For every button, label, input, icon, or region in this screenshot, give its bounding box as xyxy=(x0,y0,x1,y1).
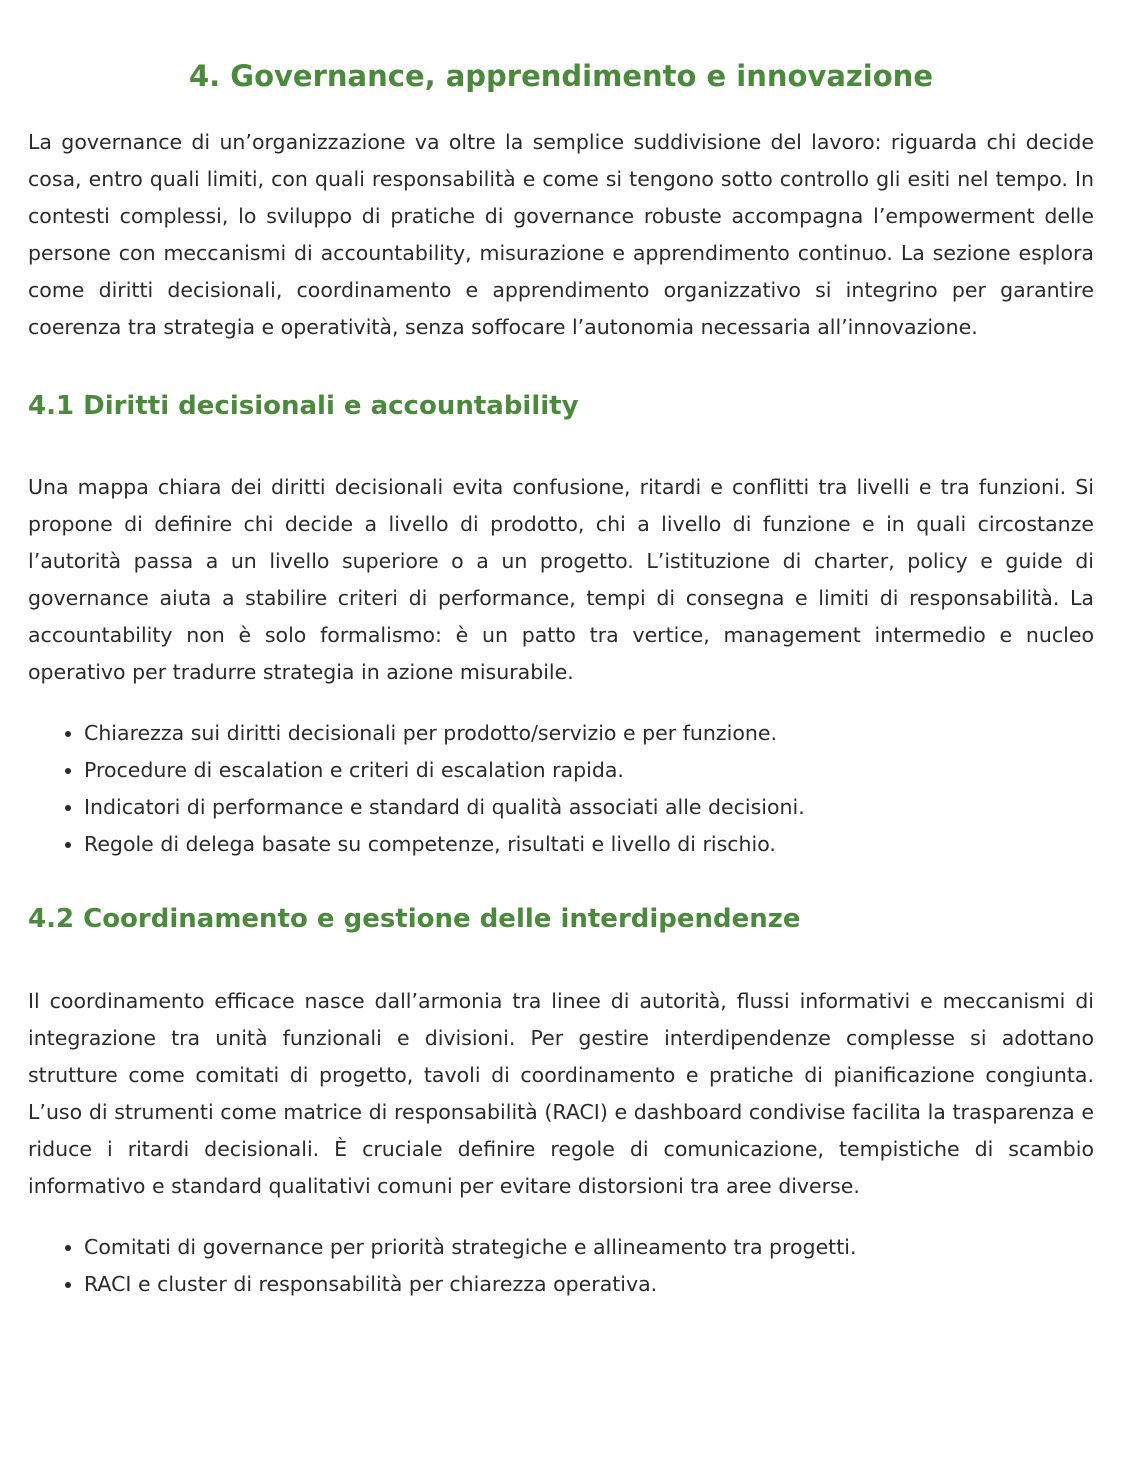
list-item: • Comitati di governance per priorità strategiche e allineamento tra progetti. xyxy=(84,1229,1094,1266)
section-4-1-paragraph: Una mappa chiara dei diritti decisionali evita confusione, ritardi e conflitti tra livelli e tra funzioni. Si propone di definire chi decide a livello di prodotto, chi a livello di funzione e in quali circostanze l’autorità passa a un livello superiore o a un progetto. L’istituzione di charter, policy e guide di governance aiuta a stabilire criteri di performance, tempi di consegna e limiti di responsabilità. La accountability non è solo formalismo: è un patto tra vertice, management intermedio e nucleo operativo per tradurre strategia in azione misurabile. xyxy=(28,475,1094,685)
list-item: • Regole di delega basate su competenze, risultati e livello di rischio. xyxy=(84,826,1094,863)
section-heading-4-2: 4.2 Coordinamento e gestione delle interdipendenze xyxy=(28,904,801,935)
list-item: • Procedure di escalation e criteri di escalation rapida. xyxy=(84,752,1094,789)
section-4-2-paragraph: Il coordinamento efficace nasce dall’armonia tra linee di autorità, flussi informativi e meccanismi di integrazione tra unità funzionali e divisioni. Per gestire interdipendenze complesse si adottano strutture come comitati di progetto, tavoli di coordinamento e pratiche di pianificazione congiunta. L’uso di strumenti come matrice di responsabilità (RACI) e dashboard condivise facilita la trasparenza e riduce i ritardi decisionali. È cruciale definire regole di comunicazione, tempistiche di scambio informativo e standard qualitativi comuni per evitare distorsioni tra aree diverse. xyxy=(28,989,1094,1199)
page-title: 4. Governance, apprendimento e innovazione xyxy=(189,59,933,93)
list-item: • Indicatori di performance e standard di qualità associati alle decisioni. xyxy=(84,789,1094,826)
section-4-2-bullet-list xyxy=(28,1229,1094,1303)
list-item: • RACI e cluster di responsabilità per chiarezza operativa. xyxy=(84,1266,1094,1303)
intro-paragraph: La governance di un’organizzazione va oltre la semplice suddivisione del lavoro: riguarda chi decide cosa, entro quali limiti, con quali responsabilità e come si tengono sotto controllo gli esiti nel tempo. In contesti complessi, lo sviluppo di pratiche di governance robuste accompagna l’empowerment delle persone con meccanismi di accountability, misurazione e apprendimento continuo. La sezione esplora come diritti decisionali, coordinamento e apprendimento organizzativo si integrino per garantire coerenza tra strategia e operatività, senza soffocare l’autonomia necessaria all’innovazione. xyxy=(28,129,1094,339)
section-4-1-bullet-list xyxy=(28,715,1094,863)
list-item: • Chiarezza sui diritti decisionali per prodotto/servizio e per funzione. xyxy=(84,715,1094,752)
section-heading-4-1: 4.1 Diritti decisionali e accountability xyxy=(28,390,579,421)
